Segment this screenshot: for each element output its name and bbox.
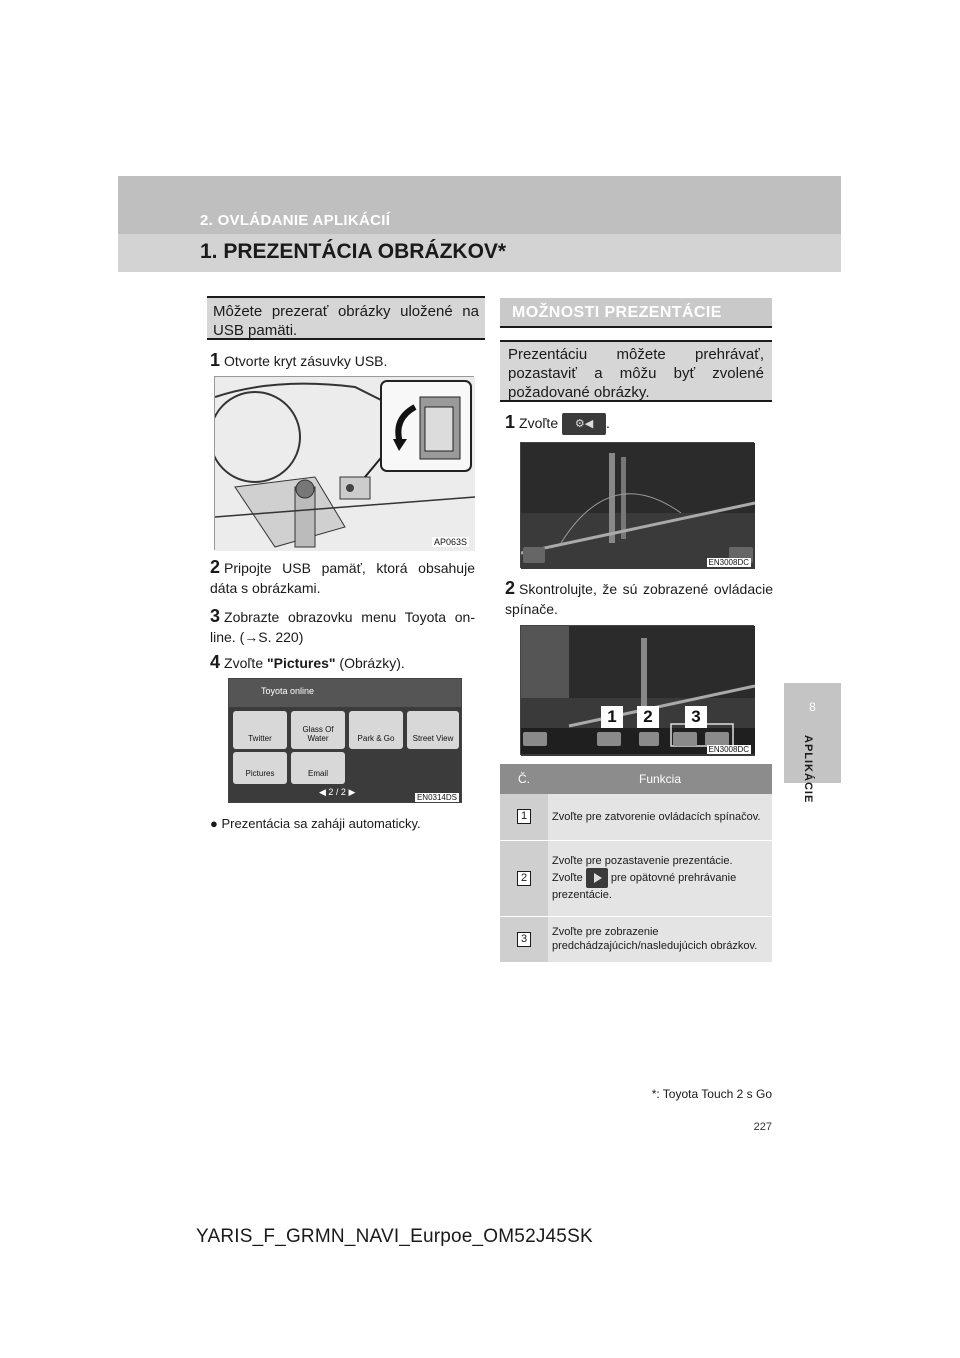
row-number: 1 [517,809,531,824]
menu-title: Toyota online [261,686,315,696]
tile-twitter: Twitter [233,711,287,749]
footnote: *: Toyota Touch 2 s Go [651,1087,772,1101]
step-text: Zvoľte [224,655,267,671]
row-text: Zvoľte pre zatvorenie ovládacích spínačov. [548,794,772,840]
table-row [500,916,772,962]
tile-glass-of-water: Glass Of Water [291,711,345,749]
row-text-line2-pre: Zvoľte [552,871,583,884]
image-code: EN3008DC [708,745,749,754]
table-row [500,840,772,916]
pager: ◀ 2 / 2 ▶ [319,787,356,797]
close-controls-button [597,732,621,746]
row-text-line1: Zvoľte pre pozastavenie prezentácie. [552,855,733,867]
col-header-no: Č. [500,764,548,794]
step-1-right [505,412,775,435]
play-icon [586,868,608,888]
step-text: Skontrolujte, že sú zobrazené ovládacie spínače. [505,581,773,617]
row-number: 2 [517,871,531,886]
step-text: Zvoľte [519,415,559,431]
back-button [523,732,547,746]
function-table [500,764,772,963]
intro-box: Môžete prezerať obrázky uložené na USB pamäti. [207,296,485,340]
options-intro-box: Prezentáciu môžete prehrávať, pozastaviť a môžu byť zvolené požadované obrázky. [500,340,772,402]
row-text [548,840,772,916]
tile-street-view: Street View [407,711,459,749]
usb-cover-illustration [214,376,474,550]
row-text-line2-post: pre opätovné prehrávanie prezentácie. [552,871,737,901]
slideshow-controls-screen [520,625,754,755]
bullet-text: Prezentácia sa zaháji automaticky. [221,816,421,831]
toyota-online-menu-screen [228,678,462,803]
tile-email: Email [291,752,345,784]
image-code: AP063S [433,537,467,547]
step-number: 1 [210,350,221,370]
step-2-left [210,557,475,598]
step-text: Zobrazte obrazovku menu Toyota on-line. (→S. 220) [210,609,475,645]
tile-park-go: Park & Go [349,711,403,749]
callout-1: 1 [601,706,623,728]
settings-icon: ⚙◀ [562,413,606,435]
page-title: 1. PREZENTÁCIA OBRÁZKOV* [200,240,507,263]
section-label: 2. OVLÁDANIE APLIKÁCIÍ [200,212,391,229]
step-number: 2 [210,557,221,577]
pager-text: 2 / 2 [328,787,346,797]
row-text: Zvoľte pre zobrazenie predchádzajúcich/nasledujúcich obrázkov. [548,916,772,962]
col-header-function: Funkcia [548,764,772,794]
image-code: EN3008DC [708,558,749,567]
row-number: 3 [517,932,531,947]
step-number: 3 [210,606,221,626]
step-text-tail: (Obrázky). [335,655,405,671]
step-2-right [505,578,773,619]
bullet-icon: ● [210,816,218,831]
menu-title-bar [229,679,461,707]
step-text: Otvorte kryt zásuvky USB. [224,353,388,369]
step-4-left [210,652,475,673]
pictures-label: "Pictures" [267,655,336,671]
document-code: YARIS_F_GRMN_NAVI_Eurpoe_OM52J45SK [196,1226,593,1247]
dashboard-drawing [215,377,475,551]
next-button [705,732,729,746]
previous-button [673,732,697,746]
step-3-left [210,606,475,647]
step-number: 4 [210,652,221,672]
slideshow-screen [520,442,754,568]
page-number: 227 [753,1121,772,1133]
bullet-autostart [210,814,485,834]
options-header: MOŽNOSTI PREZENTÁCIE [512,304,722,321]
step-1-left [210,350,485,371]
tile-pictures: Pictures [233,752,287,784]
chapter-label: APLIKÁCIE [802,735,814,804]
bridge-picture [521,443,755,569]
callout-3: 3 [685,706,707,728]
step-number: 2 [505,578,516,598]
step-text: Pripojte USB pamäť, ktorá obsahuje dáta s obrázkami. [210,560,475,596]
step-number: 1 [505,412,516,432]
chapter-number: 8 [809,700,816,714]
table-row [500,794,772,840]
step-text-tail: . [606,415,610,431]
pause-button [639,732,659,746]
callout-2: 2 [637,706,659,728]
image-code: EN0314DS [416,793,457,802]
